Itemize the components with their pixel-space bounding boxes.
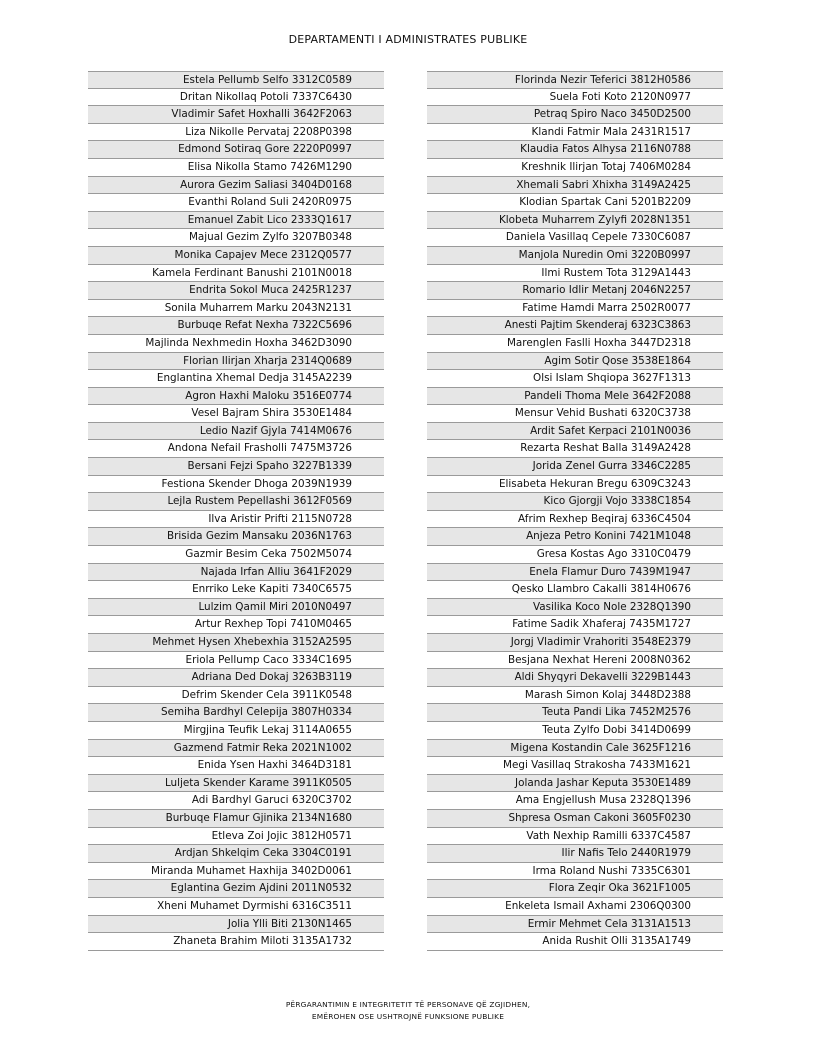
list-item: Enrriko Leke Kapiti 7340C6575 [88, 581, 384, 599]
list-item: Ledio Nazif Gjyla 7414M0676 [88, 423, 384, 441]
list-item: Marenglen Faslli Hoxha 3447D2318 [427, 335, 723, 353]
list-item: Defrim Skender Cela 3911K0548 [88, 687, 384, 705]
list-item: Ilmi Rustem Tota 3129A1443 [427, 265, 723, 283]
list-item: Adriana Ded Dokaj 3263B3119 [88, 669, 384, 687]
list-item: Enkeleta Ismail Axhami 2306Q0300 [427, 898, 723, 916]
list-item: Anjeza Petro Konini 7421M1048 [427, 528, 723, 546]
list-item: Kico Gjorgji Vojo 3338C1854 [427, 493, 723, 511]
list-item: Aurora Gezim Saliasi 3404D0168 [88, 177, 384, 195]
list-item: Dritan Nikollaq Potoli 7337C6430 [88, 89, 384, 107]
list-item: Klobeta Muharrem Zylyfi 2028N1351 [427, 212, 723, 230]
list-item: Lejla Rustem Pepellashi 3612F0569 [88, 493, 384, 511]
list-item: Liza Nikolle Pervataj 2208P0398 [88, 124, 384, 142]
list-item: Najada Irfan Alliu 3641F2029 [88, 564, 384, 582]
list-item: Elisabeta Hekuran Bregu 6309C3243 [427, 476, 723, 494]
list-item: Kreshnik Ilirjan Totaj 7406M0284 [427, 159, 723, 177]
list-item: Zhaneta Brahim Miloti 3135A1732 [88, 933, 384, 951]
list-item: Evanthi Roland Suli 2420R0975 [88, 194, 384, 212]
list-item: Endrita Sokol Muca 2425R1237 [88, 282, 384, 300]
list-item: Anesti Pajtim Skenderaj 6323C3863 [427, 317, 723, 335]
list-item: Flora Zeqir Oka 3621F1005 [427, 880, 723, 898]
list-item: Florian Ilirjan Xharja 2314Q0689 [88, 353, 384, 371]
list-item: Marash Simon Kolaj 3448D2388 [427, 687, 723, 705]
list-item: Florinda Nezir Teferici 3812H0586 [427, 71, 723, 89]
list-item: Ardit Safet Kerpaci 2101N0036 [427, 423, 723, 441]
list-item: Majual Gezim Zylfo 3207B0348 [88, 229, 384, 247]
list-item: Vladimir Safet Hoxhalli 3642F2063 [88, 106, 384, 124]
list-item: Adi Bardhyl Garuci 6320C3702 [88, 792, 384, 810]
list-item: Klodian Spartak Cani 5201B2209 [427, 194, 723, 212]
list-item: Luljeta Skender Karame 3911K0505 [88, 775, 384, 793]
list-item: Rezarta Reshat Balla 3149A2428 [427, 440, 723, 458]
list-item: Romario Idlir Metanj 2046N2257 [427, 282, 723, 300]
list-item: Fatime Hamdi Marra 2502R0077 [427, 300, 723, 318]
list-item: Elisa Nikolla Stamo 7426M1290 [88, 159, 384, 177]
list-item: Vath Nexhip Ramilli 6337C4587 [427, 828, 723, 846]
list-item: Klandi Fatmir Mala 2431R1517 [427, 124, 723, 142]
list-item: Migena Kostandin Cale 3625F1216 [427, 740, 723, 758]
left-name-list [88, 71, 384, 951]
list-item: Fatime Sadik Xhaferaj 7435M1727 [427, 616, 723, 634]
list-item: Irma Roland Nushi 7335C6301 [427, 863, 723, 881]
list-item: Gazmend Fatmir Reka 2021N1002 [88, 740, 384, 758]
right-name-list [427, 71, 723, 951]
list-item: Teuta Zylfo Dobi 3414D0699 [427, 722, 723, 740]
list-item: Etleva Zoi Jojic 3812H0571 [88, 828, 384, 846]
list-item: Lulzim Qamil Miri 2010N0497 [88, 599, 384, 617]
list-item: Ilva Aristir Prifti 2115N0728 [88, 511, 384, 529]
list-item: Klaudia Fatos Alhysa 2116N0788 [427, 141, 723, 159]
list-item: Olsi Islam Shqiopa 3627F1313 [427, 370, 723, 388]
list-item: Semiha Bardhyl Celepija 3807H0334 [88, 704, 384, 722]
list-item: Agron Haxhi Maloku 3516E0774 [88, 388, 384, 406]
list-item: Jorida Zenel Gurra 3346C2285 [427, 458, 723, 476]
list-item: Vasilika Koco Nole 2328Q1390 [427, 599, 723, 617]
list-item: Kamela Ferdinant Banushi 2101N0018 [88, 265, 384, 283]
list-item: Manjola Nuredin Omi 3220B0997 [427, 247, 723, 265]
list-item: Burbuqe Flamur Gjinika 2134N1680 [88, 810, 384, 828]
list-item: Petraq Spiro Naco 3450D2500 [427, 106, 723, 124]
list-item: Ardjan Shkelqim Ceka 3304C0191 [88, 845, 384, 863]
footer [0, 999, 816, 1023]
list-item: Suela Foti Koto 2120N0977 [427, 89, 723, 107]
list-item: Vesel Bajram Shira 3530E1484 [88, 405, 384, 423]
list-item: Aldi Shyqyri Dekavelli 3229B1443 [427, 669, 723, 687]
page-title: DEPARTAMENTI I ADMINISTRATES PUBLIKE [288, 33, 528, 46]
list-item: Estela Pellumb Selfo 3312C0589 [88, 71, 384, 89]
list-item: Afrim Rexhep Beqiraj 6336C4504 [427, 511, 723, 529]
list-item: Gazmir Besim Ceka 7502M5074 [88, 546, 384, 564]
list-item: Jolanda Jashar Keputa 3530E1489 [427, 775, 723, 793]
list-item: Ilir Nafis Telo 2440R1979 [427, 845, 723, 863]
list-item: Festiona Skender Dhoga 2039N1939 [88, 476, 384, 494]
list-item: Xhemali Sabri Xhixha 3149A2425 [427, 177, 723, 195]
list-item: Eglantina Gezim Ajdini 2011N0532 [88, 880, 384, 898]
list-item: Sonila Muharrem Marku 2043N2131 [88, 300, 384, 318]
list-item: Eriola Pellump Caco 3334C1695 [88, 652, 384, 670]
list-item: Bersani Fejzi Spaho 3227B1339 [88, 458, 384, 476]
list-item: Emanuel Zabit Lico 2333Q1617 [88, 212, 384, 230]
list-item: Andona Nefail Frasholli 7475M3726 [88, 440, 384, 458]
list-item: Brisida Gezim Mansaku 2036N1763 [88, 528, 384, 546]
list-item: Qesko Llambro Cakalli 3814H0676 [427, 581, 723, 599]
list-item: Mirgjina Teufik Lekaj 3114A0655 [88, 722, 384, 740]
list-item: Enida Ysen Haxhi 3464D3181 [88, 757, 384, 775]
list-item: Enela Flamur Duro 7439M1947 [427, 564, 723, 582]
list-item: Teuta Pandi Lika 7452M2576 [427, 704, 723, 722]
list-item: Agim Sotir Qose 3538E1864 [427, 353, 723, 371]
list-item: Ermir Mehmet Cela 3131A1513 [427, 916, 723, 934]
footer-line-2: EMËROHEN OSE USHTROJNË FUNKSIONE PUBLIKE [311, 1012, 505, 1021]
list-item: Edmond Sotiraq Gore 2220P0997 [88, 141, 384, 159]
list-item: Ama Engjellush Musa 2328Q1396 [427, 792, 723, 810]
list-item: Jolia Ylli Biti 2130N1465 [88, 916, 384, 934]
list-item: Anida Rushit Olli 3135A1749 [427, 933, 723, 951]
list-item: Artur Rexhep Topi 7410M0465 [88, 616, 384, 634]
list-item: Daniela Vasillaq Cepele 7330C6087 [427, 229, 723, 247]
list-item: Megi Vasillaq Strakosha 7433M1621 [427, 757, 723, 775]
list-item: Mensur Vehid Bushati 6320C3738 [427, 405, 723, 423]
list-item: Monika Capajev Mece 2312Q0577 [88, 247, 384, 265]
list-item: Jorgj Vladimir Vrahoriti 3548E2379 [427, 634, 723, 652]
list-item: Englantina Xhemal Dedja 3145A2239 [88, 370, 384, 388]
list-item: Majlinda Nexhmedin Hoxha 3462D3090 [88, 335, 384, 353]
footer-line-1: PËRGARANTIMIN E INTEGRITETIT TË PERSONAVE QË ZGJIDHEN, [285, 1000, 531, 1009]
list-item: Miranda Muhamet Haxhija 3402D0061 [88, 863, 384, 881]
list-item: Burbuqe Refat Nexha 7322C5696 [88, 317, 384, 335]
list-item: Pandeli Thoma Mele 3642F2088 [427, 388, 723, 406]
list-item: Shpresa Osman Cakoni 3605F0230 [427, 810, 723, 828]
list-item: Gresa Kostas Ago 3310C0479 [427, 546, 723, 564]
list-item: Mehmet Hysen Xhebexhia 3152A2595 [88, 634, 384, 652]
list-item: Xheni Muhamet Dyrmishi 6316C3511 [88, 898, 384, 916]
list-item: Besjana Nexhat Hereni 2008N0362 [427, 652, 723, 670]
